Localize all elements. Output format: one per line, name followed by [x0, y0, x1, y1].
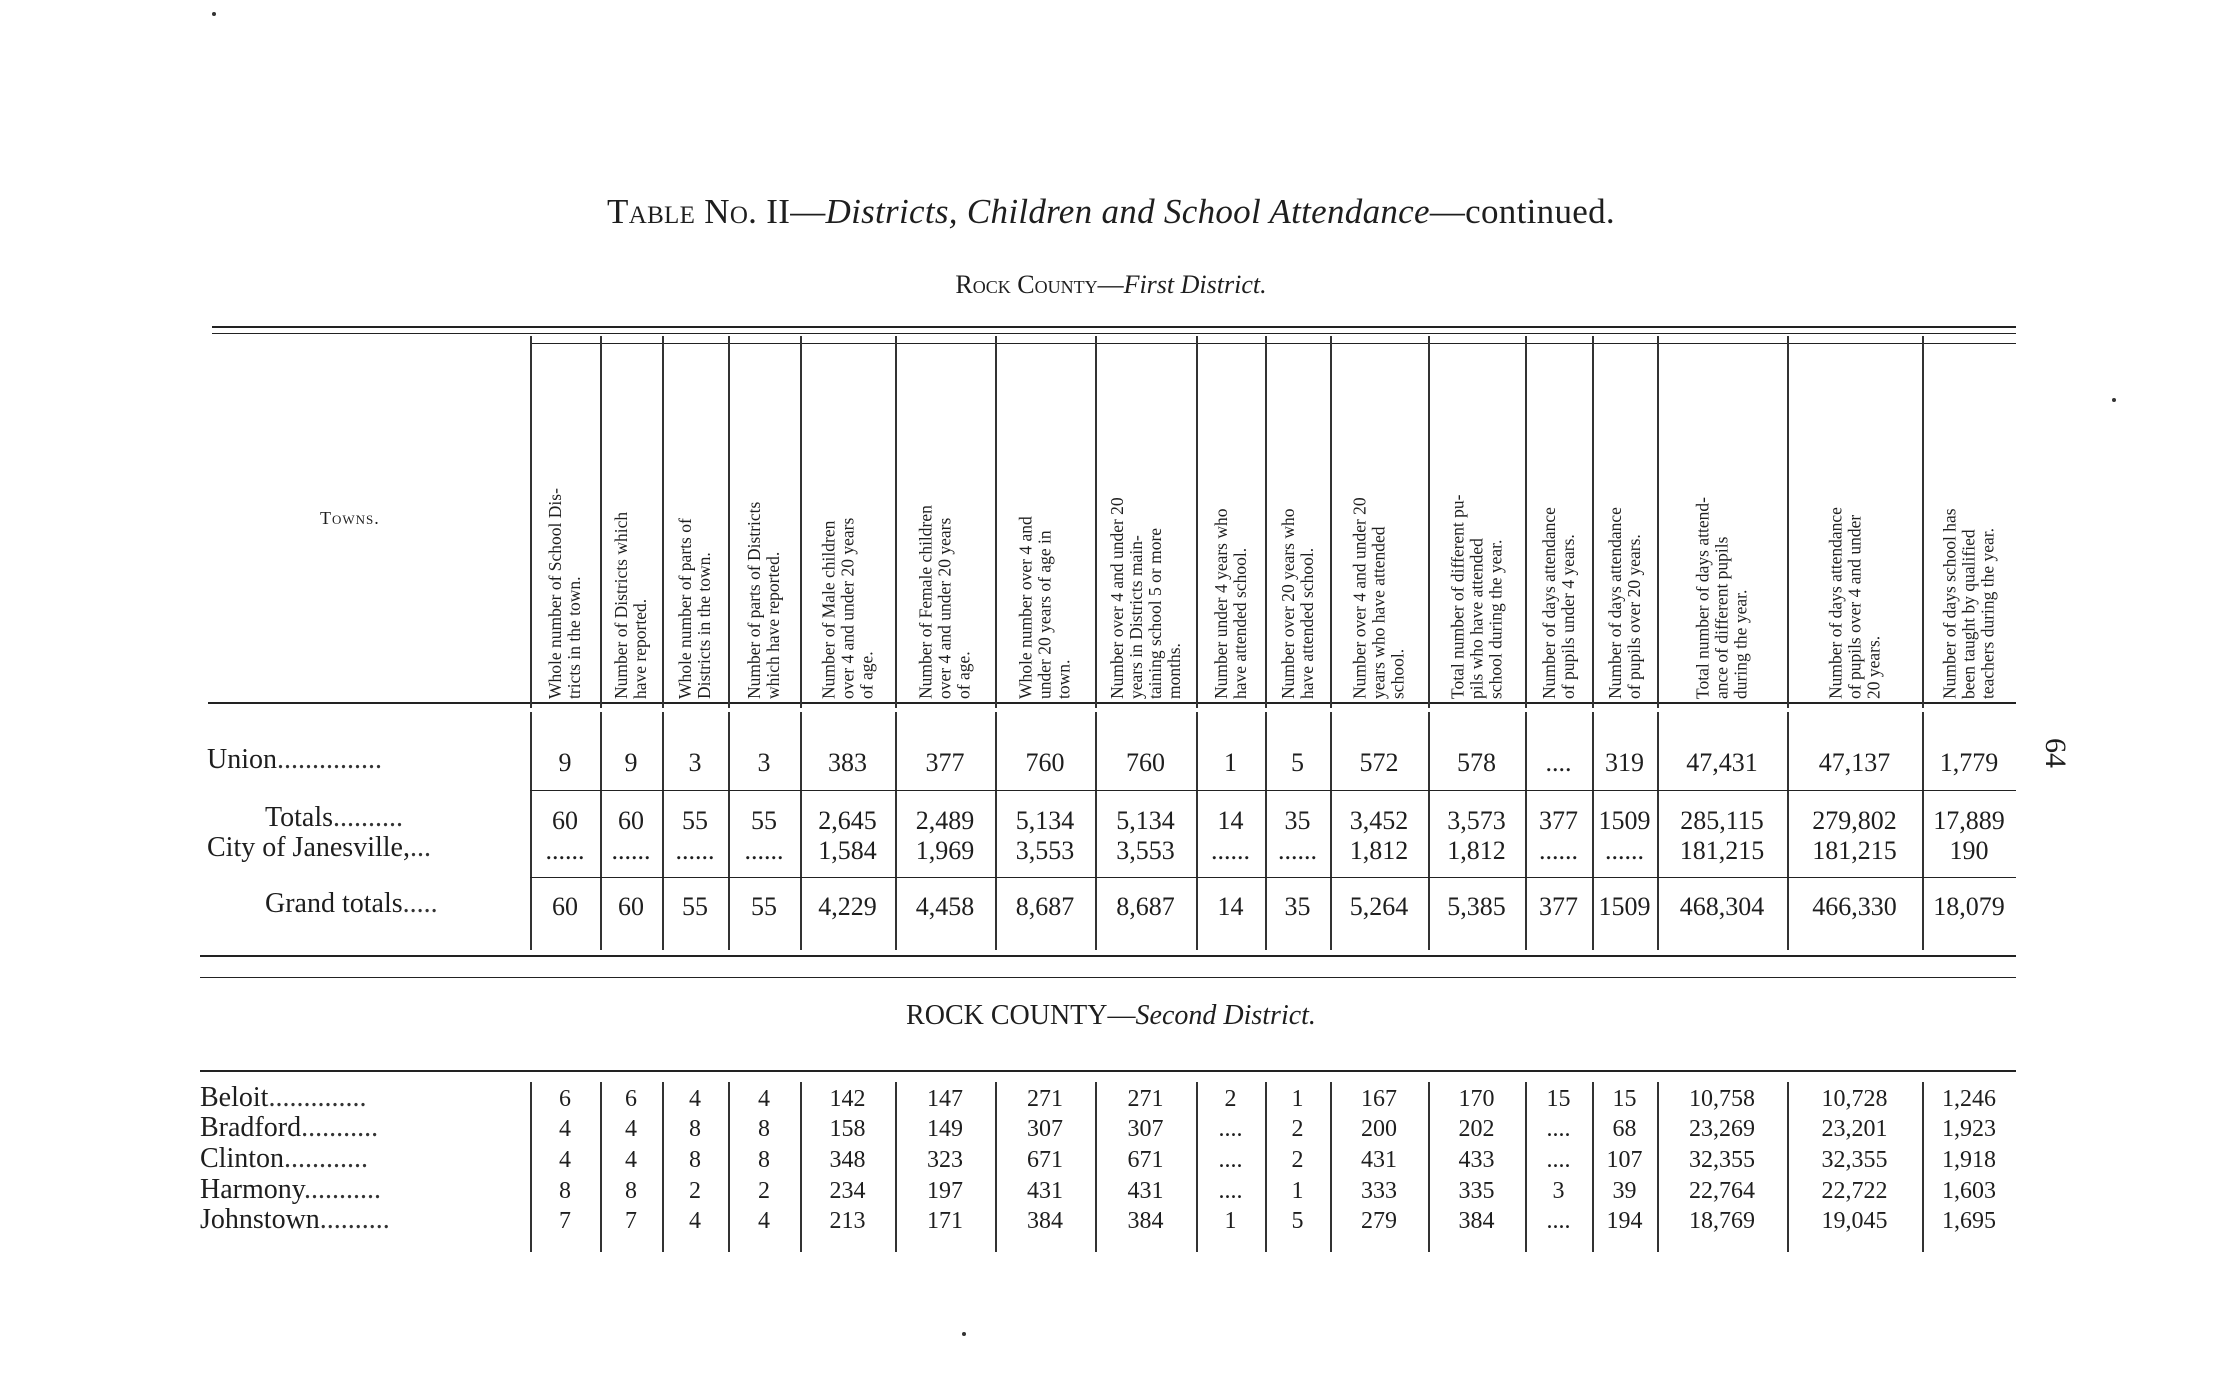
table-cell: ......	[1278, 836, 1317, 865]
table-cell: 194	[1606, 1208, 1643, 1234]
table-cell: 384	[1127, 1208, 1164, 1234]
table-cell: 1,923	[1942, 1116, 1996, 1142]
column-header	[1592, 345, 1657, 702]
table-cell: 14	[1217, 806, 1244, 835]
row-label-text: City of Janesville,	[207, 832, 410, 863]
totals-underline	[530, 877, 2016, 878]
table-cell: 55	[751, 892, 777, 921]
table-cell: 1509	[1598, 892, 1651, 921]
table-cell: ......	[1211, 836, 1250, 865]
column-header-label: Number over 4 and under 20 years who have attended school.	[1349, 496, 1408, 699]
table-cell: 4	[625, 1116, 637, 1142]
table-cell: 377	[1539, 806, 1578, 835]
column-header-label: Number of days attendance of pupils under 4 years.	[1538, 506, 1578, 699]
column-header-label: Number of Districts which have reported.	[611, 511, 650, 699]
table-cell: ....	[1218, 1147, 1243, 1173]
table-cell: 760	[1126, 748, 1165, 777]
table-cell: 4,458	[915, 892, 975, 921]
table-cell: 197	[927, 1178, 963, 1204]
table-cell: ......	[675, 836, 715, 865]
header-column-divider	[1428, 336, 1430, 708]
table-cell: 319	[1605, 748, 1644, 777]
table-cell: 279	[1361, 1208, 1397, 1234]
table-cell: 5,134	[1015, 806, 1075, 835]
table-cell: 2,489	[915, 806, 975, 835]
column-header-label: Whole number of parts of Districts in the town.	[675, 517, 714, 699]
table-cell: 47,137	[1818, 748, 1891, 777]
column-header-label: Number of days attendance of pupils over 20 years.	[1604, 506, 1644, 699]
table-cell: 19,045	[1821, 1208, 1888, 1234]
table-cell: 8	[758, 1147, 770, 1173]
column-header-label: Number under 4 years who have attended school.	[1210, 507, 1250, 699]
row-leader-dots: ..........	[319, 1204, 390, 1235]
table-cell: 8	[758, 1116, 770, 1142]
column-header	[800, 345, 895, 702]
table-title-suffix: continued.	[1465, 192, 1615, 231]
table-cell: 3,553	[1116, 836, 1175, 865]
table-cell: 377	[925, 748, 965, 777]
column-header	[662, 345, 728, 702]
table-title: Table No. II—Districts, Children and School Attendance—continued.	[607, 192, 1615, 231]
column-header	[728, 345, 800, 702]
table-cell: 60	[552, 806, 578, 835]
table-cell: 1,969	[915, 836, 975, 865]
table-cell: ....	[1218, 1116, 1243, 1142]
table-cell: 271	[1127, 1086, 1164, 1112]
table-cell: 3,452	[1349, 806, 1409, 835]
row-label-text: Grand totals	[265, 888, 403, 919]
table-cell: ......	[611, 836, 651, 865]
header-column-divider	[662, 336, 664, 708]
header-column-divider	[600, 336, 602, 708]
table-cell: 55	[751, 806, 777, 835]
row-leader-dots: ............	[284, 1143, 369, 1174]
table-cell: 2	[689, 1178, 701, 1204]
table-cell: 1	[1291, 1086, 1304, 1112]
table-cell: 8	[689, 1116, 701, 1142]
table-cell: 47,431	[1686, 748, 1758, 777]
table-cell: 431	[1027, 1178, 1063, 1204]
header-column-divider	[1196, 336, 1198, 708]
header-column-divider	[1330, 336, 1332, 708]
table-cell: ......	[1539, 836, 1578, 865]
header-column-divider	[1525, 336, 1527, 708]
page-speck	[2112, 398, 2116, 402]
section-heading-second-district: ROCK COUNTY—Second District.	[906, 1000, 1316, 1031]
table-cell: 5,134	[1116, 806, 1175, 835]
table-cell: 8	[559, 1178, 571, 1204]
table-cell: 431	[1127, 1178, 1164, 1204]
table-cell: 431	[1361, 1147, 1397, 1173]
table-cell: 4	[758, 1208, 770, 1234]
table-cell: 335	[1458, 1178, 1495, 1204]
table-cell: 171	[927, 1208, 963, 1234]
table-cell: 2	[758, 1178, 770, 1204]
table-cell: 60	[618, 806, 644, 835]
section2-district: Second District.	[1135, 1000, 1316, 1031]
page-speck	[212, 12, 216, 16]
first-table-bottom-rule-1	[200, 955, 2016, 957]
table-cell: 671	[1027, 1147, 1063, 1173]
table-cell: 348	[829, 1147, 866, 1173]
table-cell: 23,201	[1821, 1116, 1888, 1142]
table-cell: 433	[1458, 1147, 1495, 1173]
table-cell: 8,687	[1015, 892, 1075, 921]
header-column-divider	[1787, 336, 1789, 708]
table-cell: 190	[1949, 836, 1989, 865]
column-header	[1196, 345, 1265, 702]
table-cell: 4	[689, 1086, 701, 1112]
row-label	[265, 802, 403, 834]
column-header	[1265, 345, 1330, 702]
column-header	[1657, 345, 1787, 702]
column-header	[1787, 345, 1922, 702]
column-header	[530, 345, 600, 702]
table-cell: 1	[1291, 1178, 1304, 1204]
table-cell: 271	[1027, 1086, 1063, 1112]
column-header	[1330, 345, 1428, 702]
table-cell: 181,215	[1812, 836, 1897, 865]
table-cell: 158	[829, 1116, 866, 1142]
table-cell: 1	[1224, 748, 1237, 777]
table-cell: 2,645	[818, 806, 877, 835]
column-header-label: Number of days school has been taught by qualified teachers during the year.	[1939, 507, 1998, 699]
table-cell: 213	[829, 1208, 866, 1234]
column-header-label: Number of Male children over 4 and under 20 years of age.	[818, 517, 876, 699]
table-cell: 202	[1458, 1116, 1495, 1142]
row-label	[207, 744, 382, 776]
table-cell: 68	[1612, 1116, 1637, 1142]
table-cell: 1509	[1598, 806, 1651, 835]
section2-county: ROCK COUNTY	[906, 1000, 1108, 1031]
table-cell: 1,695	[1942, 1208, 1996, 1234]
table-cell: 14	[1217, 892, 1244, 921]
table-cell: ......	[545, 836, 585, 865]
table-cell: 39	[1612, 1178, 1637, 1204]
page-speck	[962, 1332, 966, 1336]
table-cell: 1,246	[1942, 1086, 1996, 1112]
row-leader-dots: ...............	[277, 744, 382, 775]
header-column-divider	[1592, 336, 1594, 708]
table-cell: 5	[1291, 748, 1304, 777]
column-header-label: Number of days attendance of pupils over 4 and under 20 years.	[1825, 506, 1883, 699]
table-cell: 5,264	[1349, 892, 1409, 921]
section-heading-first-district: Rock County—First District.	[955, 270, 1267, 299]
table-cell: 149	[927, 1116, 963, 1142]
table-cell: 17,889	[1933, 806, 2005, 835]
table-cell: 32,355	[1821, 1147, 1888, 1173]
table-cell: 167	[1361, 1086, 1397, 1112]
table-cell: 468,304	[1679, 892, 1765, 921]
table-cell: 10,758	[1689, 1086, 1755, 1112]
row-leader-dots: ..............	[268, 1082, 367, 1113]
section1-district: First District.	[1123, 270, 1267, 299]
table-cell: 35	[1284, 806, 1311, 835]
table-title-prefix: Table No. II	[607, 192, 791, 231]
column-header	[895, 345, 995, 702]
table-cell: 671	[1127, 1147, 1164, 1173]
header-column-divider	[1922, 336, 1924, 708]
table-cell: 4,229	[818, 892, 877, 921]
table-cell: 285,115	[1680, 806, 1764, 835]
table-cell: 1,812	[1447, 836, 1506, 865]
table-cell: 22,722	[1821, 1178, 1888, 1204]
table-cell: ......	[744, 836, 784, 865]
table-cell: 8	[625, 1178, 637, 1204]
row-leader-dots: ...	[409, 832, 431, 863]
table-cell: 1	[1224, 1208, 1237, 1234]
table-cell: 18,769	[1689, 1208, 1755, 1234]
table-cell: 60	[552, 892, 578, 921]
section1-county: Rock County	[955, 270, 1098, 299]
column-header	[1525, 345, 1592, 702]
table-cell: ......	[1605, 836, 1644, 865]
table-cell: 147	[927, 1086, 963, 1112]
table-cell: 9	[558, 748, 572, 777]
table-cell: 60	[618, 892, 644, 921]
table-cell: 307	[1027, 1116, 1063, 1142]
table-cell: 4	[625, 1147, 637, 1173]
header-column-divider	[1265, 336, 1267, 708]
first-table-bottom-rule-2	[200, 977, 2016, 978]
row-leader-dots: ...........	[303, 1174, 381, 1205]
column-header	[1428, 345, 1525, 702]
row-label-text: Bradford	[200, 1112, 302, 1143]
row-label	[200, 1112, 378, 1144]
row-label-text: Clinton	[200, 1143, 285, 1174]
table-cell: 10,728	[1821, 1086, 1888, 1112]
table-cell: 170	[1458, 1086, 1495, 1112]
table-cell: 1,918	[1942, 1147, 1996, 1173]
table-cell: 32,355	[1689, 1147, 1755, 1173]
row-leader-dots: ..........	[333, 802, 404, 833]
column-header-label: Whole number of School Dis- tricts in the town.	[545, 487, 584, 699]
table-cell: 3	[1552, 1178, 1565, 1204]
table-cell: 7	[559, 1208, 571, 1234]
table-cell: 4	[559, 1116, 571, 1142]
table-cell: 377	[1539, 892, 1578, 921]
table-cell: 15	[1546, 1086, 1571, 1112]
row-label	[207, 832, 431, 864]
column-header-label: Number of parts of Districts which have reported.	[744, 501, 783, 699]
column-header-label: Number over 4 and under 20 years in Districts main- taining school 5 or more months.	[1106, 496, 1184, 699]
table-cell: 4	[559, 1147, 571, 1173]
table-cell: 572	[1359, 748, 1399, 777]
table-cell: 1,812	[1349, 836, 1409, 865]
table-title-italic: Districts, Children and School Attendance	[825, 192, 1430, 231]
table-cell: 7	[625, 1208, 637, 1234]
table-cell: 23,269	[1689, 1116, 1755, 1142]
column-header	[995, 345, 1095, 702]
table-cell: 384	[1027, 1208, 1063, 1234]
table-cell: 200	[1361, 1116, 1397, 1142]
table-cell: 18,079	[1933, 892, 2005, 921]
row-label	[265, 888, 438, 920]
table-cell: 181,215	[1679, 836, 1765, 865]
column-header-label: Number over 20 years who have attended school.	[1277, 507, 1317, 699]
table-cell: 8	[689, 1147, 701, 1173]
column-header	[1922, 345, 2016, 702]
row-label-text: Totals	[265, 802, 334, 833]
table-cell: 15	[1612, 1086, 1637, 1112]
table-cell: ....	[1546, 1208, 1571, 1234]
column-header-label: Whole number over 4 and under 20 years of age in town.	[1015, 515, 1074, 699]
table-cell: 3	[688, 748, 702, 777]
table-cell: 1,779	[1939, 748, 1999, 777]
header-column-divider	[895, 336, 897, 708]
row-label	[200, 1143, 368, 1175]
header-column-divider	[800, 336, 802, 708]
table-cell: ....	[1546, 1116, 1571, 1142]
column-header-label: Number of Female children over 4 and under 20 years of age.	[915, 504, 974, 699]
table-cell: 384	[1458, 1208, 1495, 1234]
table-cell: 234	[829, 1178, 866, 1204]
table-cell: 142	[829, 1086, 866, 1112]
table-cell: 107	[1606, 1147, 1643, 1173]
table-cell: 8,687	[1116, 892, 1175, 921]
header-column-divider	[1657, 336, 1659, 708]
table-cell: 2	[1291, 1147, 1304, 1173]
table-cell: 279,802	[1812, 806, 1897, 835]
row-label	[200, 1082, 366, 1114]
table-cell: 1,603	[1942, 1178, 1996, 1204]
table-cell: 55	[682, 892, 708, 921]
row-leader-dots: .....	[402, 888, 438, 919]
table-cell: 333	[1361, 1178, 1397, 1204]
table-cell: 35	[1284, 892, 1311, 921]
table-cell: 9	[624, 748, 638, 777]
header-column-divider	[995, 336, 997, 708]
column-header	[1095, 345, 1196, 702]
row-label-text: Union	[207, 744, 277, 775]
table-cell: 5	[1291, 1208, 1304, 1234]
row-leader-dots: ...........	[301, 1112, 379, 1143]
towns-column-header: Towns.	[320, 508, 380, 528]
table-cell: 578	[1457, 748, 1496, 777]
row-label	[200, 1174, 381, 1206]
table-cell: 6	[625, 1086, 637, 1112]
table-cell: 760	[1025, 748, 1065, 777]
top-rule-2	[212, 333, 2016, 334]
table-cell: 1,584	[818, 836, 877, 865]
row-label-text: Harmony	[200, 1174, 304, 1205]
table-cell: ....	[1546, 1147, 1571, 1173]
table-cell: 22,764	[1689, 1178, 1755, 1204]
table-cell: 466,330	[1812, 892, 1897, 921]
table-cell: 307	[1127, 1116, 1164, 1142]
table-cell: 4	[758, 1086, 770, 1112]
column-header-label: Total number of different pu- pils who have attended school during the year.	[1447, 494, 1505, 699]
table-cell: 323	[927, 1147, 963, 1173]
table-cell: 2	[1291, 1116, 1304, 1142]
table-cell: 55	[682, 806, 708, 835]
table-cell: ....	[1218, 1178, 1243, 1204]
row-label	[200, 1204, 390, 1236]
header-bottom-rule	[208, 702, 2016, 704]
table-cell: 3	[757, 748, 771, 777]
page-number: 64	[2039, 738, 2072, 768]
header-column-divider	[728, 336, 730, 708]
row-label-text: Beloit	[200, 1082, 269, 1113]
table-cell: 2	[1224, 1086, 1237, 1112]
header-column-divider	[1095, 336, 1097, 708]
table-cell: 5,385	[1447, 892, 1506, 921]
second-table-top-rule	[200, 1070, 2016, 1072]
table-cell: 3,573	[1447, 806, 1506, 835]
header-top-rule	[530, 343, 2016, 344]
header-column-divider	[530, 336, 532, 708]
column-header	[600, 345, 662, 702]
union-underline	[530, 790, 2016, 791]
table-cell: 3,553	[1015, 836, 1075, 865]
table-cell: ....	[1545, 748, 1572, 777]
table-cell: 4	[689, 1208, 701, 1234]
table-cell: 383	[828, 748, 867, 777]
table-cell: 6	[559, 1086, 571, 1112]
column-header-label: Total number of days attend- ance of different pupils during the year.	[1692, 496, 1751, 699]
row-label-text: Johnstown	[200, 1204, 320, 1235]
top-rule-1	[212, 326, 2016, 328]
